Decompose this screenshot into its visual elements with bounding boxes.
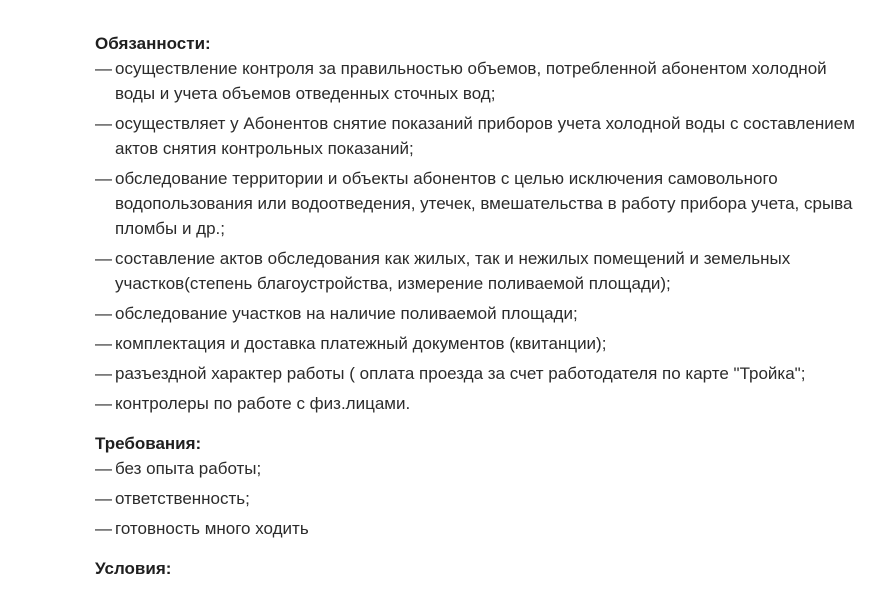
list-item: [95, 111, 867, 161]
list-item-text: готовность много ходить: [115, 519, 309, 538]
bullet-dash: —: [95, 519, 112, 538]
requirements-list: [95, 456, 867, 541]
bullet-dash: —: [95, 489, 112, 508]
bullet-dash: —: [95, 169, 112, 188]
list-item-text: осуществление контроля за правильностью объемов, потребленной абонентом холодной воды и учета объемов отведенных сточных вод;: [115, 59, 827, 103]
list-item-text: ответственность;: [115, 489, 250, 508]
section-title-conditions: Условия:: [95, 559, 172, 578]
list-item-text: составление актов обследования как жилых, так и нежилых помещений и земельных участков(степень благоустройства, измерение поливаемой площади);: [115, 249, 791, 293]
list-item: [95, 391, 867, 416]
list-item: [95, 331, 867, 356]
list-item-text: комплектация и доставка платежный документов (квитанции);: [115, 334, 607, 353]
list-item: [95, 301, 867, 326]
list-item-text: обследование участков на наличие поливаемой площади;: [115, 304, 578, 323]
section-duties: [95, 31, 867, 416]
list-item-text: разъездной характер работы ( оплата проезда за счет работодателя по карте "Тройка";: [115, 364, 806, 383]
list-item-text: обследование территории и объекты абонентов с целью исключения самовольного водопользования или водоотведения, утечек, вмешательства в работу прибора учета, срыва пломбы и др.;: [115, 169, 853, 238]
list-item: [95, 166, 867, 241]
list-item: [95, 456, 867, 481]
bullet-dash: —: [95, 334, 112, 353]
list-item-text: осуществляет у Абонентов снятие показаний приборов учета холодной воды с составлением актов снятия контрольных показаний;: [115, 114, 855, 158]
bullet-dash: —: [95, 114, 112, 133]
list-item: [95, 486, 867, 511]
section-conditions: [95, 556, 867, 581]
list-item: [95, 246, 867, 296]
bullet-dash: —: [95, 459, 112, 478]
bullet-dash: —: [95, 249, 112, 268]
bullet-dash: —: [95, 304, 112, 323]
section-title-duties: Обязанности:: [95, 34, 211, 53]
duties-list: [95, 56, 867, 416]
vacancy-description: [95, 31, 867, 596]
list-item: [95, 56, 867, 106]
list-item-text: контролеры по работе с физ.лицами.: [115, 394, 411, 413]
section-requirements: [95, 431, 867, 541]
bullet-dash: —: [95, 59, 112, 78]
section-title-requirements: Требования:: [95, 434, 202, 453]
bullet-dash: —: [95, 364, 112, 383]
list-item: [95, 361, 867, 386]
list-item: [95, 516, 867, 541]
list-item-text: без опыта работы;: [115, 459, 262, 478]
bullet-dash: —: [95, 394, 112, 413]
